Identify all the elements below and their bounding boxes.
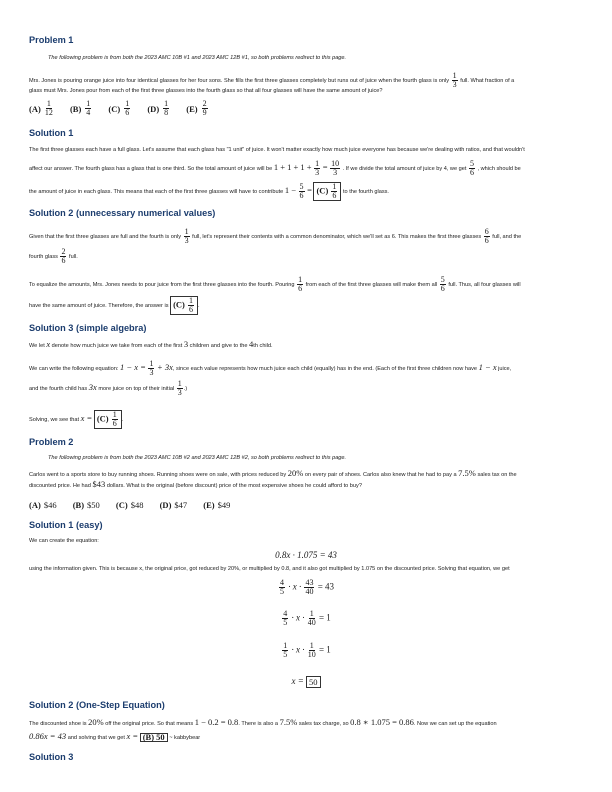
problem-1-heading: Problem 1 <box>29 35 74 45</box>
choice-a: (A) $46 <box>29 500 57 510</box>
solution-3-line-1: We let x denote how much juice we take from each of the first 3 children and give to the 4th child. <box>29 339 273 349</box>
problem-2-heading: Problem 2 <box>29 437 74 447</box>
solution-1-line-3: the amount of juice in each glass. This means that each of the first three glasses will have to contribute 1 − $\frac{5}{6}$ = (C) $\frac{1}{6}$ to the fourth glass. <box>29 182 389 200</box>
problem-1-note: The following problem is from both the 2023 AMC 10B #1 and 2023 AMC 12B #1, so both problems redirect to this page. <box>48 55 347 61</box>
p2-solution-2-line-1: The discounted shoe is 20% off the original price. So that means 1 − 0.2 = 0.8. There is also a 7.5% sales tax charge, so 0.8 ∗ 1.075 = 0.86. Now we can set up the equation <box>29 717 497 727</box>
answer-box: (C) $\frac{1}{6}$ <box>170 296 198 315</box>
equation-3: $\frac{4}{5}$ · x · $\frac{1}{40}$ = 1 <box>283 609 331 627</box>
equation-4: $\frac{1}{5}$ · x · $\frac{1}{10}$ = 1 <box>283 641 331 659</box>
choice-b: (B) $\frac{1}{4}$ <box>69 99 91 117</box>
equation-2: $\frac{4}{5}$ · x · $\frac{43}{40}$ = 43 <box>279 578 335 596</box>
p2-solution-2-heading: Solution 2 (One-Step Equation) <box>29 700 165 710</box>
problem-2-choices <box>29 500 244 510</box>
answer-box: (B) 50 <box>140 733 168 742</box>
fraction: $\frac{1}{3}$ <box>452 71 457 89</box>
solution-1-heading: Solution 1 <box>29 128 74 138</box>
choice-e: (E) $\frac{2}{9}$ <box>186 99 207 117</box>
problem-1-text: Mrs. Jones is pouring orange juice into four identical glasses for her four sons. She fills the first three glasses completely but runs out of juice when the fourth glass is only $\frac{1}{3}$ full. What fraction of a <box>29 71 515 89</box>
answer-box: (C) $\frac{1}{6}$ <box>94 410 122 429</box>
p2-solution-1-line-1: We can create the equation: <box>29 538 99 544</box>
solution-3-line-3: and the fourth child has 3x more juice on top of their initial $\frac{1}{3}$ .) <box>29 379 188 397</box>
problem-2-line-1: Carlos went to a sports store to buy running shoes. Running shoes were on sale, with prices reduced by 20% on every pair of shoes. Carlos also knew that he had to pay a 7.5% sales tax on the <box>29 468 517 478</box>
solution-2-line-2: fourth glass $\frac{2}{6}$ full. <box>29 247 78 265</box>
solution-2-line-4: have the same amount of juice. Therefore, the answer is (C) $\frac{1}{6}$ . <box>29 296 200 314</box>
problem-2-note: The following problem is from both the 2023 AMC 10B #2 and 2023 AMC 12B #2, so both problems redirect to this page. <box>48 455 347 461</box>
solution-1-line-1: The first three glasses each have a full glass. Let's assume that each glass has "1 unit" of juice. It won't matter exactly how much juice everyone has because we're dealing with ratios, and that wouldn't <box>29 147 525 153</box>
choice-d: (D) $47 <box>159 500 188 510</box>
p2-solution-1-line-2: using the information given. This is because x, the original price, got reduced by 20%, or multiplied by 0.8, and it also got multiplied by 1.075 on the discounted price. Solving that equation, we get <box>29 566 510 572</box>
equation-1: 0.8x · 1.075 = 43 <box>275 550 337 560</box>
solution-2-line-1: Given that the first three glasses are full and the fourth is only $\frac{1}{3}$ full, let's represent their contents with a common denominator, which we'll set as 6. This makes the first three glasses $\frac{6}{6}$ full, and the <box>29 227 522 245</box>
choice-a: (A) $\frac{1}{12}$ <box>29 99 53 117</box>
answer-box: 50 <box>306 676 321 688</box>
solution-3-line-4: Solving, we see that x = (C) $\frac{1}{6}$ . <box>29 410 124 428</box>
equation-5: x = 50 <box>0 676 612 688</box>
p2-solution-2-line-2: 0.86x = 43 and solving that we get x = (B) 50 ~ kabbybear <box>29 731 201 743</box>
solution-3-heading: Solution 3 (simple algebra) <box>29 323 147 333</box>
p2-solution-1-heading: Solution 1 (easy) <box>29 520 103 530</box>
choice-d: (D) $\frac{1}{8}$ <box>147 99 169 117</box>
choice-b: (B) $50 <box>72 500 100 510</box>
choice-c: (C) $48 <box>115 500 144 510</box>
solution-2-heading: Solution 2 (unnecessary numerical values) <box>29 208 216 218</box>
answer-box: (C) $\frac{1}{6}$ <box>313 182 341 201</box>
solution-1-line-2: affect our answer. The fourth glass has a glass that is one third. So the total amount of juice will be 1 + 1 + 1 + $\frac{1}{3}$ = $\frac{10}{3}$ . If we divide the total amount of juice by 4, we get $\frac{5}{6}$ , which should be <box>29 159 521 177</box>
problem-2-line-2: discounted price. He had $43 dollars. What is the original (before discount) price of the most expensive shoes he could afford to buy? <box>29 479 362 489</box>
choice-c: (C) $\frac{1}{6}$ <box>108 99 130 117</box>
problem-1-choices <box>29 100 223 117</box>
p2-solution-3-heading: Solution 3 <box>29 752 74 762</box>
solution-3-line-2: We can write the following equation: 1 − x = $\frac{1}{3}$ + 3x, since each value represents how much juice each child (equally) has in the end. (Each of the first three children now have 1 − x juice, <box>29 359 512 377</box>
choice-e: (E) $49 <box>203 500 231 510</box>
solution-2-line-3: To equalize the amounts, Mrs. Jones needs to pour juice from the first three glasses into the fourth. Pouring $\frac{1}{6}$ from each of the first three glasses will make them all $\frac{5}{6}$ full. Thus, all four glasses will <box>29 275 521 293</box>
problem-1-text-cont: glass must Mrs. Jones pour from each of the first three glasses into the fourth glass so that all four glasses will have the same amount of juice? <box>29 88 383 94</box>
